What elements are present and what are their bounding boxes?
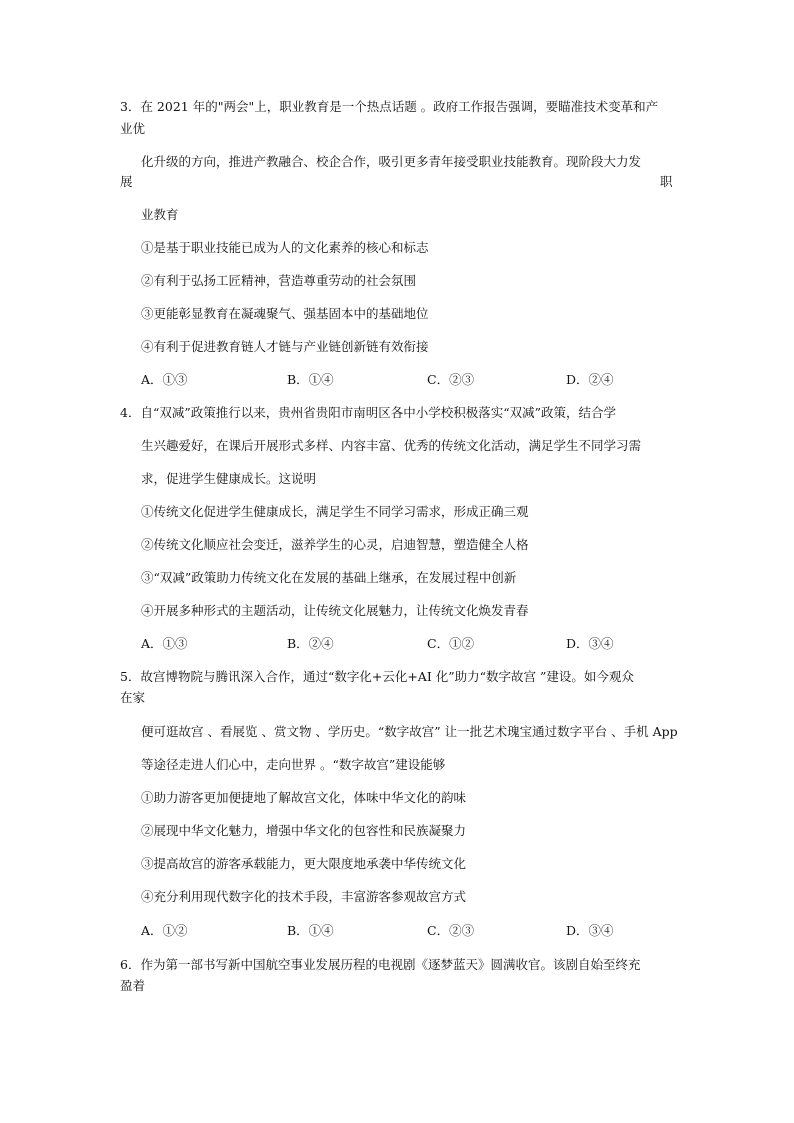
q5-option-b: B．①④ — [287, 923, 334, 938]
q3-item-2: ②有利于弘扬工匠精神，营造尊重劳动的社会氛围 — [141, 273, 417, 288]
q5-stem-line-2: 在家 — [120, 690, 146, 705]
q3-item-3: ③更能彰显教育在凝魂聚气、强基固本中的基础地位 — [141, 306, 429, 321]
q3-stem-line-4b: 职 — [660, 174, 673, 189]
q3-item-4: ④有利于促进教育链人才链与产业链创新链有效衔接 — [141, 339, 429, 354]
q4-item-3: ③“双减”政策助力传统文化在发展的基础上继承，在发展过程中创新 — [141, 570, 517, 585]
q6-stem-line-2: 盈着 — [120, 978, 146, 993]
q4-option-d: D．③④ — [566, 636, 614, 651]
q4-stem-line-1: 4．自“双减”政策推行以来，贵州省贵阳市南明区各中小学校积极落实“双减”政策，结合学 — [120, 405, 617, 420]
q5-option-c: C．②③ — [427, 923, 475, 938]
q5-item-2: ②展现中华文化魅力，增强中华文化的包容性和民族凝聚力 — [141, 823, 467, 838]
q4-stem-line-3: 求，促进学生健康成长。这说明 — [141, 471, 317, 486]
q3-stem-line-3: 化升级的方向，推进产教融合、校企合作，吸引更多青年接受职业技能教育。现阶段大力发 — [141, 154, 642, 169]
q3-option-a: A．①③ — [141, 372, 188, 387]
q3-stem-line-2: 业优 — [120, 121, 146, 136]
q4-item-2: ②传统文化顺应社会变迁，滋养学生的心灵，启迪智慧，塑造健全人格 — [141, 537, 529, 552]
q3-option-d: D．②④ — [566, 372, 614, 387]
q5-item-3: ③提高故宫的游客承载能力，更大限度地承袭中华传统文化 — [141, 856, 467, 871]
q3-option-b: B．①④ — [287, 372, 334, 387]
q4-option-b: B．②④ — [287, 636, 334, 651]
q5-item-1: ①助力游客更加便捷地了解故宫文化，体味中华文化的韵味 — [141, 790, 467, 805]
q3-option-c: C．②③ — [427, 372, 475, 387]
q5-option-d: D．③④ — [566, 923, 614, 938]
q4-item-4: ④开展多种形式的主题活动，让传统文化展魅力，让传统文化焕发青春 — [141, 603, 529, 618]
q4-option-c: C．①② — [427, 636, 475, 651]
q5-stem-line-1: 5．故宫博物院与腾讯深入合作，通过“数字化+云化+AI 化”助力“数字故宫 ”建设。如今观众 — [120, 669, 634, 684]
q3-stem-line-4a: 展 — [120, 174, 133, 189]
q6-stem-line-1: 6．作为第一部书写新中国航空事业发展历程的电视剧《逐梦蓝天》圆满收官。该剧自始至终充 — [120, 957, 641, 972]
q3-item-1: ①是基于职业技能已成为人的文化素养的核心和标志 — [141, 240, 429, 255]
q4-item-1: ①传统文化促进学生健康成长，满足学生不同学习需求，形成正确三观 — [141, 504, 529, 519]
q3-stem-line-1: 3．在 2021 年的"两会"上，职业教育是一个热点话题 。政府工作报告强调，要瞄准技术变革和产 — [120, 99, 659, 114]
q3-stem-line-5: 业教育 — [141, 207, 179, 222]
q4-stem-line-2: 生兴趣爱好，在课后开展形式多样、内容丰富、优秀的传统文化活动，满足学生不同学习需 — [141, 438, 642, 453]
q5-stem-line-4: 等途径走进人们心中，走向世界 。“数字故宫”建设能够 — [141, 757, 446, 772]
q5-item-4: ④充分利用现代数字化的技术手段，丰富游客参观故宫方式 — [141, 889, 467, 904]
q5-option-a: A．①② — [141, 923, 188, 938]
q4-option-a: A．①③ — [141, 636, 188, 651]
q5-stem-line-3: 便可逛故宫 、看展览 、赏文物 、学历史。“数字故宫” 让一批艺术瑰宝通过数字平台 、手机 App — [141, 724, 678, 739]
